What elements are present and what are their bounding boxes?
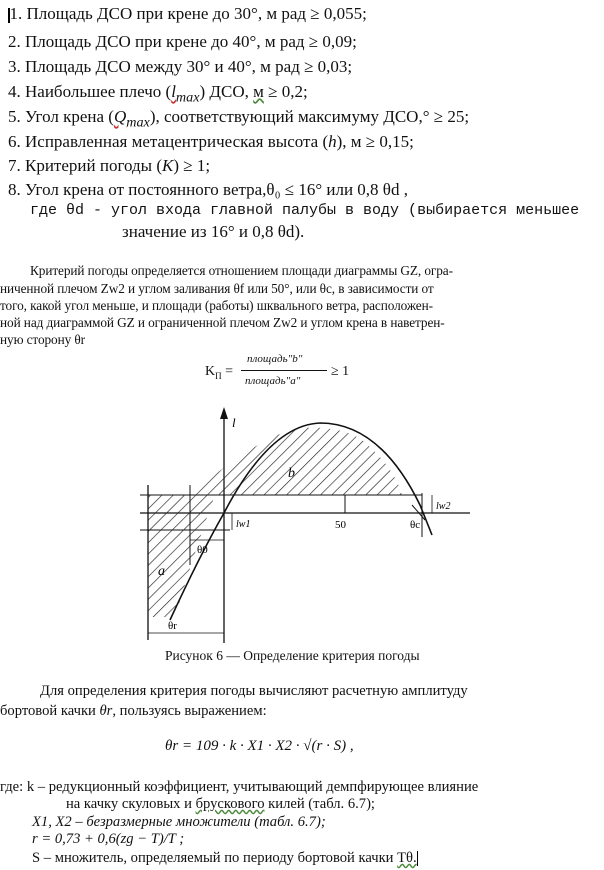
- text-cursor: [417, 851, 419, 866]
- paragraph-line: того, какой угол меньше, и площади (работы) шквального ветра, расположен-: [0, 298, 433, 313]
- amplitude-intro-1: Для определения критерия погоды вычисляют расчетную амплитуду: [40, 683, 468, 699]
- paragraph-line: ную сторону θr: [0, 332, 85, 347]
- theta0-label: θ0: [197, 544, 208, 556]
- criterion-4: 4. Наибольшее плечо $(l_{max})$ ДСО, м ≥ 0,2;: [8, 82, 308, 106]
- criterion-8-note-1: где θd - угол входа главной палубы в воду (выбирается меньшее: [30, 202, 580, 219]
- lw1-label: lw1: [236, 519, 251, 530]
- theta-r-label: θr: [168, 620, 177, 632]
- criterion-8: 8. Угол крена от постоянного ветра,θ₀ ≤ 16° или 0,8 θd ,: [8, 180, 408, 199]
- paragraph-line: ниченной плечом Zw2 и углом заливания θf или 50°, или θc, в зависимости от: [0, 281, 434, 296]
- area-b: [190, 428, 402, 495]
- thetac-label: θc: [410, 519, 421, 531]
- criterion-7: 7. Критерий погоды (K) ≥ 1;: [8, 156, 211, 175]
- amplitude-formula: θr = 109 · k · X1 · X2 · √(r · S) ,: [165, 738, 354, 754]
- paragraph-line: Критерий погоды определяется отношением площади диаграммы GZ, огра-: [30, 263, 453, 278]
- def-x-line: X1, X2 – безразмерные множители (табл. 6.7);: [32, 814, 326, 830]
- formula-rhs: ≥ 1: [331, 364, 350, 379]
- formula-numerator: площадь"b": [247, 353, 303, 365]
- area-a: [148, 495, 215, 617]
- criterion-3: 3. Площадь ДСО между 30° и 40°, м рад ≥ 0,03;: [8, 57, 353, 76]
- def-s-line: S – множитель, определяемый по периоду бортовой качки Tθ.: [32, 850, 417, 866]
- area-a-label: a: [158, 564, 165, 579]
- def-r-line: r = 0,73 + 0,6(zg − T)/T ;: [32, 831, 185, 847]
- formula-denominator: площадь"a": [245, 375, 301, 387]
- criterion-1: 1. Площадь ДСО при крене до 30°, м рад ≥ 0,055;: [9, 4, 367, 23]
- criterion-2: 2. Площадь ДСО при крене до 40°, м рад ≥ 0,09;: [8, 32, 357, 51]
- weather-criterion-figure: [0, 385, 604, 645]
- y-axis-label: l: [232, 415, 236, 430]
- criterion-5: 5. Угол крена $(Q_{max})$, соответствующий максимуму ДСО,° ≥ 25;: [8, 107, 470, 131]
- area-b-label: b: [288, 466, 295, 481]
- lw2-label: lw2: [436, 501, 451, 512]
- x50-label: 50: [335, 519, 346, 531]
- paragraph-line: ной над диаграммой GZ и ограниченной плечом Zw2 и углом крена в наветрен-: [0, 315, 445, 330]
- amplitude-intro-2: бортовой качки θr, пользуясь выражением:: [0, 703, 267, 719]
- def-k-line1: где: k – редукционный коэффициент, учитывающий демпфирующее влияние: [0, 779, 479, 795]
- def-k-line2: на качку скуловых и брускового килей (табл. 6.7);: [66, 796, 375, 812]
- criterion-6: 6. Исправленная метацентрическая высота (h), м ≥ 0,15;: [8, 132, 414, 151]
- fraction-bar: [241, 370, 327, 371]
- figure-caption: Рисунок 6 — Определение критерия погоды: [165, 648, 420, 663]
- criterion-8-note-2: значение из 16° и 0,8 θd).: [122, 222, 305, 241]
- y-axis-arrow: [220, 407, 228, 419]
